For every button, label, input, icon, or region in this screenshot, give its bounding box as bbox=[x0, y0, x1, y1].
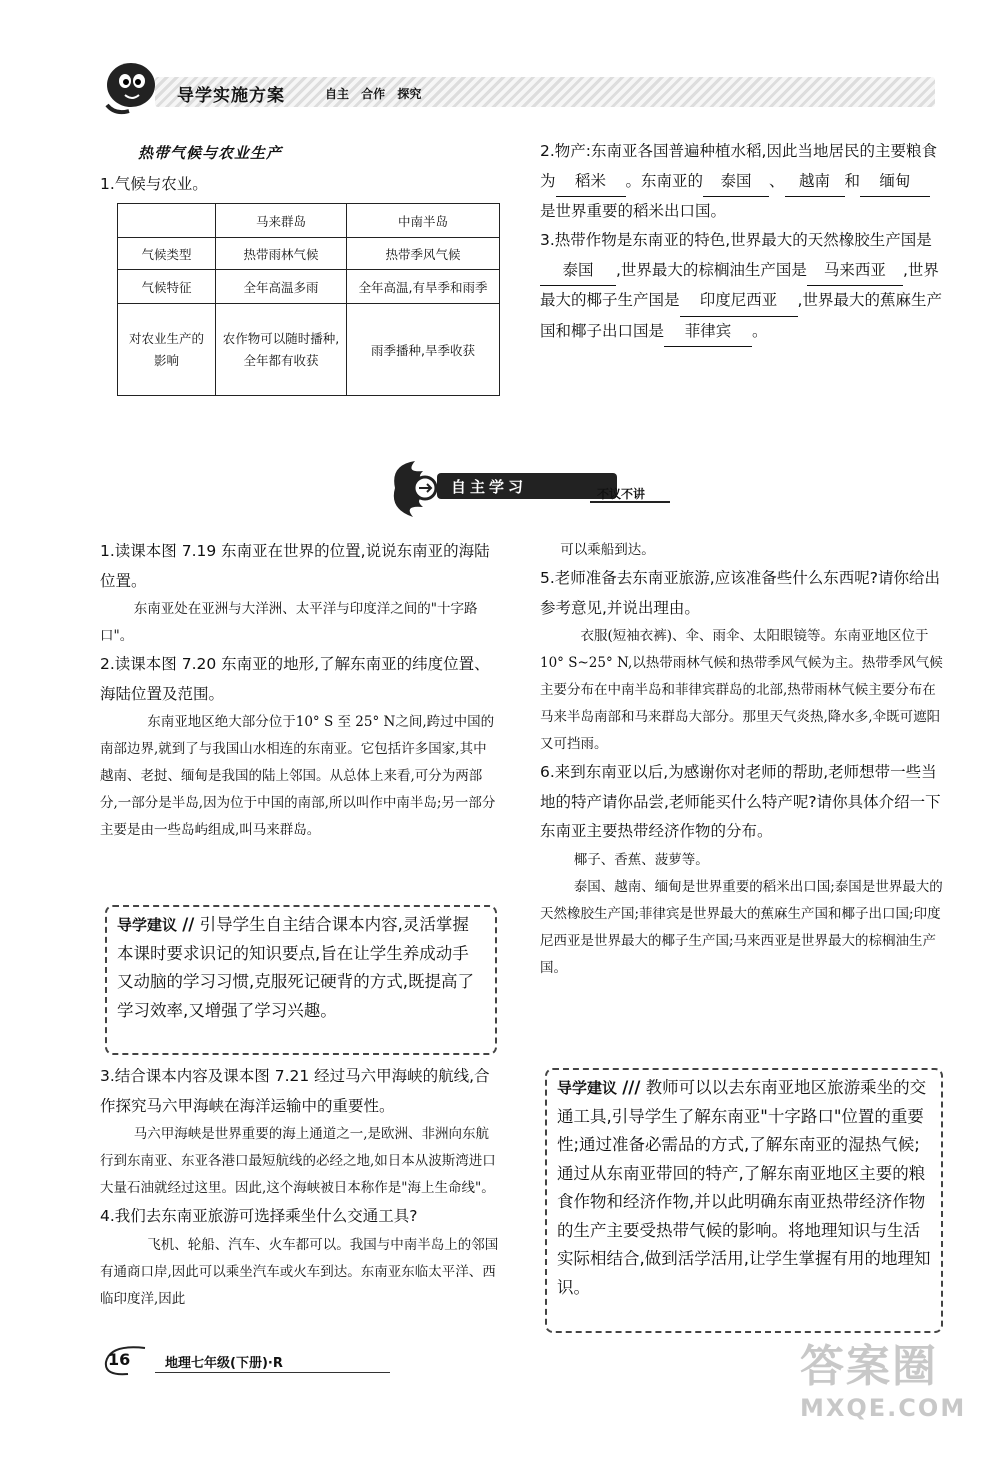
table-cell: 全年高温多雨 bbox=[216, 270, 347, 304]
watermark-url: MXQE.COM bbox=[800, 1394, 967, 1422]
footer-rule bbox=[155, 1372, 390, 1373]
question-4: 4.我们去东南亚旅游可选择乘坐什么交通工具? bbox=[100, 1207, 418, 1225]
answer-1: 东南亚处在亚洲与大洋洲、太平洋与印度洋之间的"十字路口"。 bbox=[100, 601, 478, 644]
tip-text: 教师可以以去东南亚地区旅游乘坐的交通工具,引导学生了解东南亚"十字路口"位置的重要性;通过准备必需品的方式,了解东南亚的湿热气候;通过从东南亚带回的特产,了解东南亚地区主要的粮食作物和经济作物,并以此明确东南亚热带经济作物的生产主要受热带气候的影响。将地理知识与生活实际相结合,做到活学活用,让学生掌握有用的地理知识。 bbox=[557, 1078, 931, 1297]
book-title: 地理七年级(下册)·R bbox=[165, 1356, 283, 1371]
tip-label: 导学建议 bbox=[117, 916, 178, 934]
table-cell: 热带季风气候 bbox=[347, 238, 500, 270]
table-cell: 气候特征 bbox=[118, 270, 216, 304]
answer-blank: 泰国 bbox=[540, 256, 616, 287]
answer-blank: 越南 bbox=[785, 167, 845, 198]
section-banner bbox=[385, 457, 670, 519]
answer-2: 东南亚地区绝大部分位于10° S 至 25° N之间,跨过中国的南部边界,就到了与我国山水相连的东南亚。它包括许多国家,其中越南、老挝、缅甸是我国的陆上邻国。从总体上来看,可分为两部分,一部分是半岛,因为位于中国的南部,所以叫作中南半岛;另一部分主要是由一些岛屿组成,叫马来群岛。 bbox=[100, 714, 496, 838]
table-header-cell bbox=[118, 204, 216, 238]
header-title: 导学实施方案 bbox=[177, 86, 285, 106]
page-number: 16 bbox=[108, 1350, 131, 1369]
answer-4: 飞机、轮船、汽车、火车都可以。我国与中南半岛上的邻国有通商口岸,因此可以乘坐汽车或火车到达。东南亚东临太平洋、西临印度洋,因此 bbox=[100, 1236, 499, 1307]
climate-table bbox=[117, 203, 500, 396]
answer-4-continued: 可以乘船到达。 bbox=[560, 542, 655, 558]
tip-slash-icon: // bbox=[182, 915, 195, 934]
page-footer bbox=[100, 1340, 390, 1390]
header-tags: 自主 合作 探究 bbox=[325, 87, 422, 101]
tip-label: 导学建议 bbox=[557, 1079, 618, 1097]
question-5: 5.老师准备去东南亚旅游,应该准备些什么东西呢?请你给出参考意见,并说出理由。 bbox=[540, 569, 940, 617]
item-1: 1.气候与农业。 bbox=[100, 175, 208, 193]
question-6: 6.来到东南亚以后,为感谢你对老师的帮助,老师想带一些当地的特产请你品尝,老师能买什么特产呢?请你具体介绍一下东南亚主要热带经济作物的分布。 bbox=[540, 763, 941, 840]
table-cell: 农作物可以随时播种,全年都有收获 bbox=[216, 304, 347, 396]
section-heading: 热带气候与农业生产 bbox=[138, 144, 283, 162]
question-2: 2.读课本图 7.20 东南亚的地形,了解东南亚的纬度位置、海陆位置及范围。 bbox=[100, 655, 490, 703]
table-header-cell: 中南半岛 bbox=[347, 204, 500, 238]
table-header-cell: 马来群岛 bbox=[216, 204, 347, 238]
answer-3: 马六甲海峡是世界重要的海上通道之一,是欧洲、非洲向东航行到东南亚、东亚各港口最短航线的必经之地,如日本从波斯湾进口大量石油就经过这里。因此,这个海峡被日本称作是"海上生命线"。 bbox=[100, 1126, 496, 1196]
answer-blank: 泰国 bbox=[703, 167, 769, 198]
question-1: 1.读课本图 7.19 东南亚在世界的位置,说说东南亚的海陆位置。 bbox=[100, 542, 490, 590]
tip-text: 引导学生自主结合课本内容,灵活掌握本课时要求识记的知识要点,旨在让学生养成动手又动脑的学习习惯,克服死记硬背的方式,既提高了学习效率,又增强了学习兴趣。 bbox=[117, 915, 474, 1020]
left-column-lower bbox=[100, 1062, 500, 1313]
guide-tip-box bbox=[105, 905, 497, 1055]
table-cell: 热带雨林气候 bbox=[216, 238, 347, 270]
answer-6b: 泰国、越南、缅甸是世界重要的稻米出口国;泰国是世界最大的天然橡胶生产国;菲律宾是世界最大的蕉麻生产国和椰子出口国;印度尼西亚是世界最大的椰子生产国;马来西亚是世界最大的棕榈油生产国。 bbox=[540, 878, 943, 976]
table-cell: 对农业生产的影响 bbox=[118, 304, 216, 396]
tip-slash-icon: /// bbox=[622, 1078, 641, 1097]
products-item-3: 3.热带作物是东南亚的特色,世界最大的天然橡胶生产国是泰国 ,世界最大的棕榈油生产国是 马来西亚 ,世界最大的椰子生产国是 印度尼西亚 ,世界最大的蕉麻生产国和椰子出口国是 菲律宾 。 bbox=[540, 226, 945, 347]
answer-blank: 马来西亚 bbox=[807, 256, 903, 287]
answer-blank: 印度尼西亚 bbox=[680, 286, 798, 317]
table-cell: 气候类型 bbox=[118, 238, 216, 270]
banner-underline bbox=[590, 501, 670, 503]
left-column bbox=[100, 537, 500, 844]
table-cell: 全年高温,有旱季和雨季 bbox=[347, 270, 500, 304]
products-item-2: 2.物产:东南亚各国普遍种植水稻,因此当地居民的主要粮食为 稻米 。东南亚的 泰国 、 越南 和 缅甸是世界重要的稻米出口国。 bbox=[540, 142, 937, 220]
table-cell: 雨季播种,旱季收获 bbox=[347, 304, 500, 396]
banner-subtitle: 不议不讲 bbox=[597, 487, 646, 501]
answer-blank: 菲律宾 bbox=[664, 317, 752, 348]
question-3: 3.结合课本内容及课本图 7.21 经过马六甲海峡的航线,合作探究马六甲海峡在海洋运输中的重要性。 bbox=[100, 1067, 490, 1115]
banner-title: 自主学习 bbox=[451, 478, 528, 496]
answer-blank: 缅甸 bbox=[860, 167, 930, 198]
answer-blank: 稻米 bbox=[556, 167, 626, 198]
page-header bbox=[95, 55, 935, 120]
watermark-logo bbox=[800, 1330, 980, 1440]
right-column bbox=[540, 537, 945, 982]
watermark-text: 答案圈 bbox=[800, 1341, 938, 1392]
answer-6a: 椰子、香蕉、菠萝等。 bbox=[573, 851, 709, 868]
guide-tip-box bbox=[545, 1068, 943, 1333]
answer-5: 衣服(短袖衣裤)、伞、雨伞、太阳眼镜等。东南亚地区位于 10° S~25° N,以热带雨林气候和热带季风气候为主。热带季风气候主要分布在中南半岛和菲律宾群岛的北部,热带雨林气候主要分布在马来半岛南部和马来群岛大部分。那里天气炎热,降水多,伞既可遮阳又可挡雨。 bbox=[540, 628, 943, 752]
